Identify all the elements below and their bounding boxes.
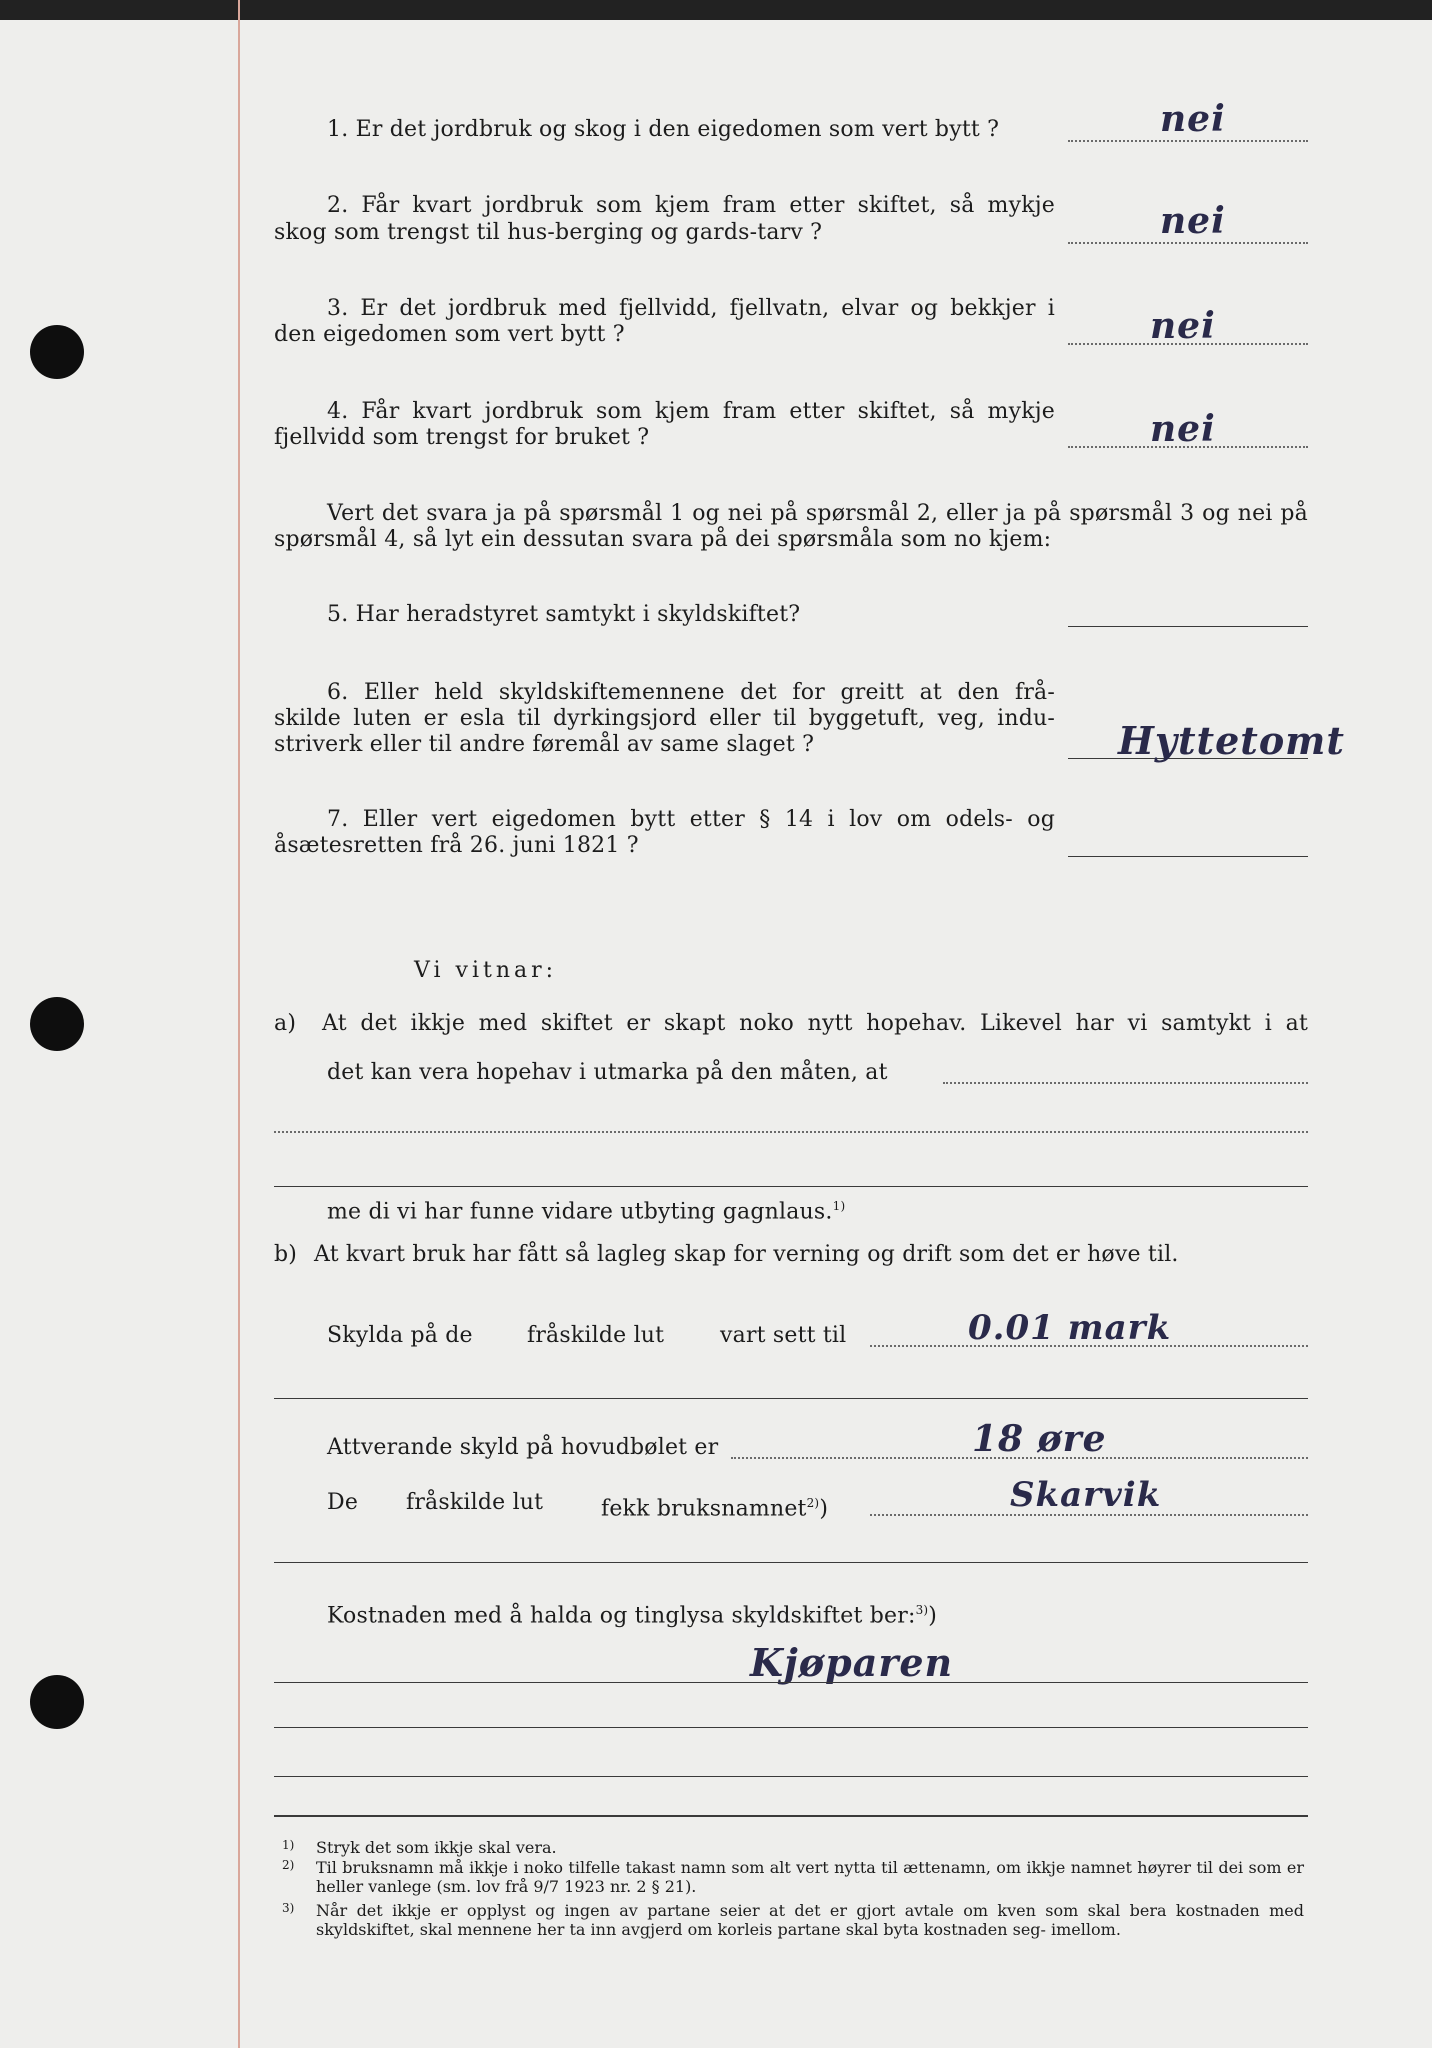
name-value: Skarvik — [1010, 1475, 1162, 1515]
question-6-line-3: striverk eller til andre føremål av same slaget ? — [274, 732, 815, 757]
witness-a-line-2: det kan vera hopehav i utmarka på den måten, at — [327, 1060, 888, 1085]
answer-line-1 — [1068, 140, 1308, 142]
footnote-2 — [282, 1858, 1304, 1896]
witness-b-text: At kvart bruk har fått så lagleg skap for verning og drift som det er høve til. — [314, 1242, 1179, 1267]
question-7-line-1: 7. Eller vert eigedomen bytt etter § 14 i lov om odels- og — [327, 807, 1055, 832]
answer-line-5 — [1068, 626, 1308, 627]
witness-a-answer-line — [943, 1082, 1308, 1084]
question-3-line-2: den eigedomen som vert bytt ? — [274, 322, 625, 347]
footnote-1 — [282, 1838, 1304, 1857]
name-part-3: fekk bruksnamnet$^{2)}$) — [601, 1496, 829, 1522]
answer-4: nei — [1150, 408, 1216, 450]
question-2-line-1: 2. Får kvart jordbruk som kjem fram etter skiftet, så mykje — [327, 193, 1055, 218]
question-6-line-1: 6. Eller held skyldskiftemennene det for greitt at den frå- — [327, 680, 1055, 705]
skyld-part-1: Skylda på de — [327, 1323, 473, 1348]
instruction-line-1: Vert det svara ja på spørsmål 1 og nei på spørsmål 2, eller ja på spørsmål 3 og nei på — [327, 501, 1308, 526]
witness-a-line-3-text: me di vi har funne vidare utbyting gagnlaus. — [327, 1199, 833, 1225]
punch-hole-top — [30, 325, 84, 379]
footnote-ref-2: 2) — [806, 1496, 820, 1510]
answer-line-7 — [1068, 856, 1308, 857]
skyld-extra-line — [274, 1398, 1308, 1399]
question-1: 1. Er det jordbruk og skog i den eigedomen som vert bytt ? — [327, 117, 1000, 142]
answer-6: Hyttetomt — [1118, 718, 1345, 763]
footnote-1-text: Stryk det som ikkje skal vera. — [316, 1838, 557, 1857]
witness-heading: Vi vitnar: — [414, 958, 558, 983]
name-part-3-text: fekk bruksnamnet — [601, 1496, 807, 1522]
skyld-part-2: fråskilde lut — [527, 1323, 665, 1348]
footnote-ref-1: 1) — [832, 1199, 846, 1213]
punch-hole-bottom — [30, 1675, 84, 1729]
question-4-line-2: fjellvidd som trengst for bruket ? — [274, 425, 650, 450]
footnote-2-number: 2) — [282, 1858, 295, 1872]
answer-2: nei — [1160, 200, 1226, 242]
scan-top-edge — [0, 0, 1432, 20]
margin-line — [238, 0, 240, 2048]
question-4-line-1: 4. Får kvart jordbruk som kjem fram etter skiftet, så mykje — [327, 399, 1055, 424]
answer-1: nei — [1160, 98, 1226, 140]
cost-line-2 — [274, 1727, 1308, 1728]
footnote-3 — [282, 1901, 1304, 1939]
name-extra-line — [274, 1562, 1308, 1563]
cost-line-3 — [274, 1776, 1308, 1777]
question-5: 5. Har heradstyret samtykt i skyldskiftet? — [327, 602, 801, 627]
question-3-line-1: 3. Er det jordbruk med fjellvidd, fjellvatn, elvar og bekkjer i — [327, 296, 1055, 321]
witness-a-line-extra-1 — [274, 1131, 1308, 1133]
witness-a-line-3 — [327, 1193, 845, 1225]
remaining-label: Attverande skyld på hovudbølet er — [327, 1435, 719, 1460]
cost-label-text: Kostnaden med å halda og tinglysa skyldskiftet ber: — [327, 1603, 916, 1629]
footnote-3-number: 3) — [282, 1901, 295, 1915]
skyld-value: 0.01 mark — [968, 1308, 1172, 1348]
answer-line-2 — [1068, 242, 1308, 244]
remaining-value: 18 øre — [972, 1418, 1107, 1460]
witness-a-line-extra-2 — [274, 1186, 1308, 1187]
instruction-line-2: spørsmål 4, så lyt ein dessutan svara på dei spørsmåla som no kjem: — [274, 527, 1052, 552]
witness-b-label: b) — [274, 1242, 298, 1267]
footnote-3-text: Når det ikkje er opplyst og ingen av partane seier at det er gjort avtale om kven som skal bera kostnaden med skyldskiftet, skal mennene her ta inn avgjerd om korleis partane skal byta kostnaden seg- imellom. — [316, 1901, 1304, 1939]
name-part-2: fråskilde lut — [406, 1490, 544, 1515]
name-part-1: De — [327, 1490, 359, 1515]
footnote-ref-3: 3) — [915, 1603, 929, 1617]
witness-a-line-1: At det ikkje med skiftet er skapt noko nytt hopehav. Likevel har vi samtykt i at — [322, 1011, 1308, 1036]
cost-value: Kjøparen — [750, 1640, 954, 1685]
answer-3: nei — [1150, 305, 1216, 347]
cost-line-1 — [274, 1682, 1308, 1683]
question-2-line-2: skog som trengst til hus-berging og gards-tarv ? — [274, 220, 823, 245]
question-6-line-2: skilde luten er esla til dyrkingsjord eller til byggetuft, veg, indu- — [274, 706, 1055, 731]
cost-label: Kostnaden med å halda og tinglysa skyldskiftet ber:$^{3)}$) — [327, 1603, 938, 1629]
footnote-2-text: Til bruksnamn må ikkje i noko tilfelle takast namn som alt vert nytta til ættenamn, om ikkje namnet høyrer til dei som er heller vanlege (sm. lov frå 9/7 1923 nr. 2 § 21). — [316, 1858, 1304, 1896]
question-7-line-2: åsætesretten frå 26. juni 1821 ? — [274, 833, 639, 858]
punch-hole-middle — [30, 997, 84, 1051]
skyld-part-3: vart sett til — [720, 1323, 847, 1348]
witness-a-label: a) — [274, 1011, 297, 1036]
footnote-separator — [274, 1815, 1308, 1817]
footnote-1-number: 1) — [282, 1838, 295, 1852]
